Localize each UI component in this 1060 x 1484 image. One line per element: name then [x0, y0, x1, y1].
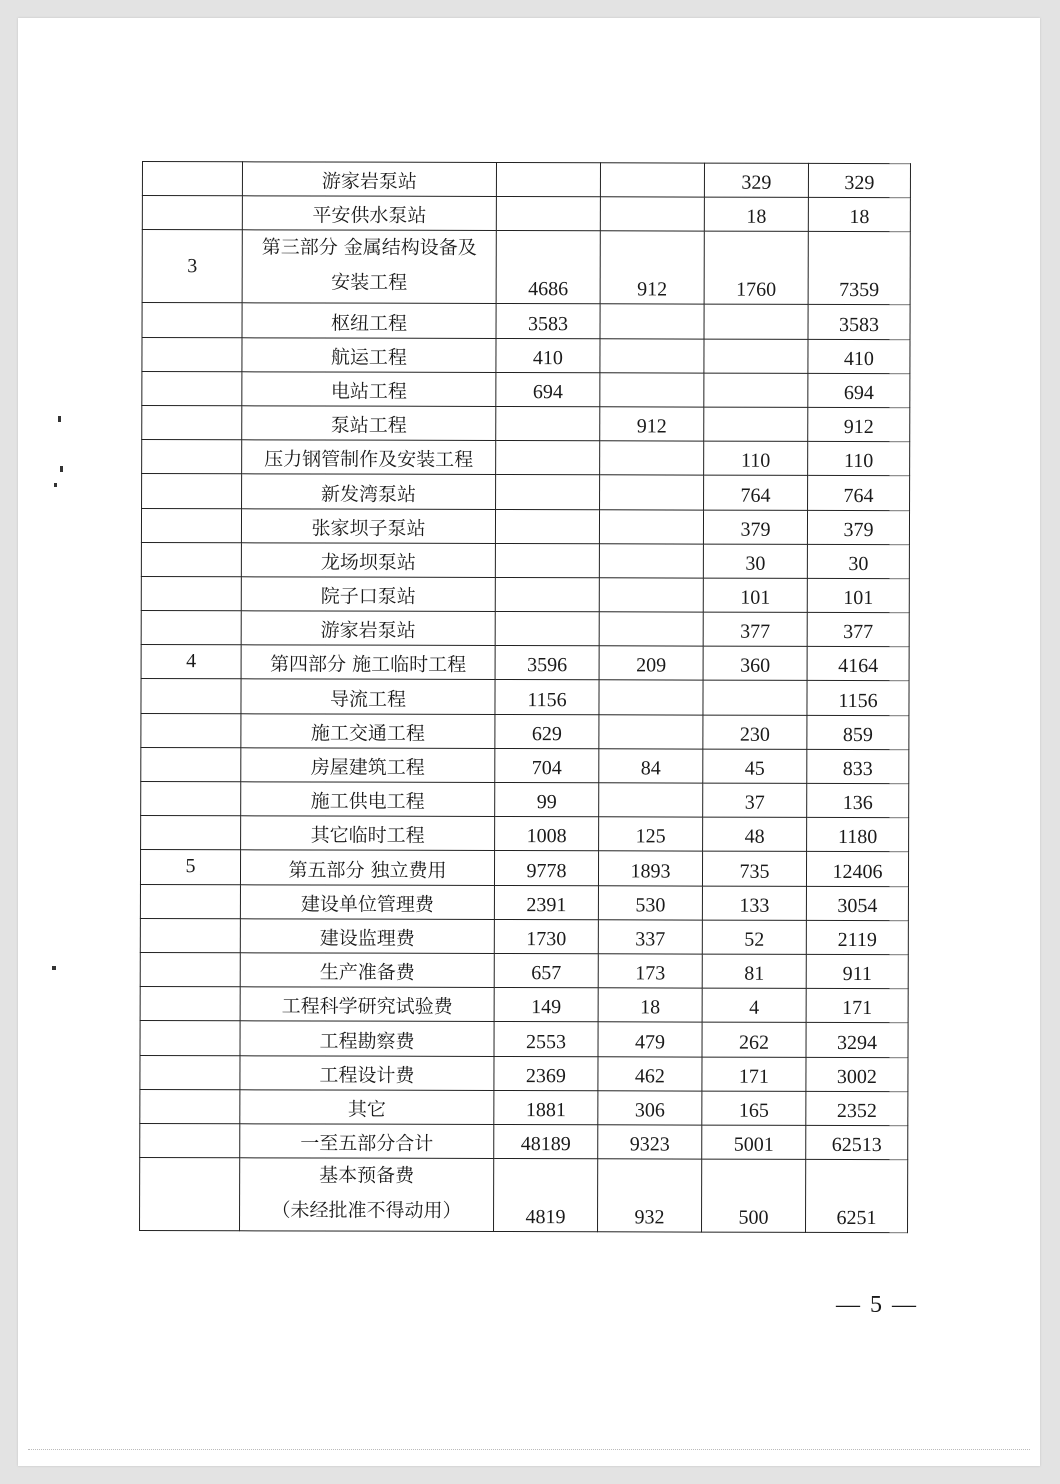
item-name-cell: 工程科学研究试验费 — [240, 987, 494, 1022]
amount-cell-c3: 230 — [703, 715, 807, 749]
amount-cell-c1: 410 — [496, 338, 600, 372]
amount-cell-c4: 4164 — [807, 647, 909, 681]
amount-cell-c4: 2119 — [806, 920, 908, 954]
row-index-cell — [142, 371, 242, 405]
row-index-cell — [142, 162, 242, 196]
item-name-line-2: （未经批准不得动用） — [271, 1199, 462, 1222]
amount-cell-c4: 3583 — [808, 305, 910, 339]
amount-cell-c3 — [704, 339, 808, 373]
amount-cell-c2: 209 — [599, 646, 703, 680]
table-row — [141, 816, 909, 852]
row-index-cell — [140, 1055, 240, 1089]
amount-cell-c3 — [703, 681, 807, 715]
table-row — [142, 371, 910, 407]
amount-cell-c2: 173 — [598, 954, 702, 988]
row-index-cell — [141, 781, 241, 815]
amount-cell-c1: 1008 — [495, 817, 599, 851]
amount-cell-c2: 306 — [598, 1090, 702, 1124]
item-name-cell: 电站工程 — [242, 372, 496, 407]
item-name-line-1: 第三部分 金属结构设备及 — [261, 236, 477, 260]
amount-cell-c4: 911 — [806, 954, 908, 988]
item-name-line-2: 安装工程 — [331, 271, 408, 295]
item-name-cell: 新发湾泵站 — [242, 474, 496, 509]
amount-cell-c1 — [496, 406, 600, 440]
row-index-cell — [141, 542, 241, 576]
amount-cell-c4: 18 — [808, 198, 910, 232]
amount-cell-c2: 9323 — [598, 1125, 702, 1159]
amount-cell-c3 — [704, 373, 808, 407]
row-index-cell: 5 — [140, 850, 240, 884]
table-row — [140, 952, 908, 988]
amount-cell-c1: 48189 — [494, 1124, 598, 1158]
row-index-cell — [142, 196, 242, 230]
amount-cell-c2 — [599, 543, 703, 577]
amount-cell-c4: 12406 — [806, 852, 908, 886]
amount-cell-c4: 694 — [808, 373, 910, 407]
amount-cell-c2 — [599, 680, 703, 714]
table-row — [141, 747, 909, 783]
item-name-cell: 施工供电工程 — [241, 782, 495, 817]
amount-cell-c1 — [495, 577, 599, 611]
row-index-cell: 3 — [142, 230, 242, 303]
amount-cell-c2 — [600, 304, 704, 338]
amount-cell-c2: 337 — [598, 920, 702, 954]
table-row — [141, 542, 909, 578]
amount-cell-c4: 171 — [806, 988, 908, 1022]
table-row — [142, 474, 910, 510]
row-index-cell — [141, 508, 241, 542]
table-row — [142, 162, 910, 198]
amount-cell-c2 — [599, 783, 703, 817]
amount-cell-c4: 101 — [807, 578, 909, 612]
amount-cell-c4: 6251 — [806, 1159, 908, 1232]
row-index-cell — [141, 713, 241, 747]
budget-table-body — [140, 162, 911, 1233]
item-name-cell: 第四部分 施工临时工程 — [241, 645, 495, 680]
item-name-cell: 航运工程 — [242, 337, 496, 372]
amount-cell-c4: 377 — [807, 612, 909, 646]
row-index-cell — [140, 1123, 240, 1157]
amount-cell-c3: 360 — [703, 646, 807, 680]
item-name-cell: 游家岩泵站 — [241, 611, 495, 646]
row-index-cell — [140, 884, 240, 918]
item-name-cell: 其它临时工程 — [241, 816, 495, 851]
amount-cell-c1: 1881 — [494, 1090, 598, 1124]
amount-cell-c4: 764 — [808, 476, 910, 510]
item-name-cell: 压力钢管制作及安装工程 — [242, 440, 496, 475]
item-name-line-1: 基本预备费 — [319, 1164, 415, 1187]
amount-cell-c1: 1156 — [495, 680, 599, 714]
amount-cell-c4: 912 — [808, 407, 910, 441]
amount-cell-c3: 1760 — [704, 231, 808, 304]
amount-cell-c1: 4819 — [494, 1159, 598, 1232]
table-row — [141, 645, 909, 681]
table-row — [142, 440, 910, 476]
amount-cell-c2: 84 — [599, 749, 703, 783]
row-index-cell — [142, 474, 242, 508]
amount-cell-c3: 110 — [704, 441, 808, 475]
amount-cell-c3: 18 — [704, 197, 808, 231]
amount-cell-c3: 45 — [703, 749, 807, 783]
amount-cell-c3: 764 — [704, 475, 808, 509]
item-name-cell: 张家坝子泵站 — [241, 508, 495, 543]
amount-cell-c3: 5001 — [702, 1125, 806, 1159]
table-row — [140, 1089, 908, 1125]
amount-cell-c1: 629 — [495, 714, 599, 748]
amount-cell-c4: 3294 — [806, 1023, 908, 1057]
amount-cell-c1: 1730 — [494, 919, 598, 953]
table-row — [140, 987, 908, 1023]
amount-cell-c4: 329 — [808, 163, 910, 197]
item-name-cell: 导流工程 — [241, 679, 495, 714]
item-name-cell: 泵站工程 — [242, 406, 496, 441]
table-row — [140, 1123, 908, 1159]
table-row — [140, 884, 908, 920]
row-index-cell — [142, 440, 242, 474]
row-index-cell — [141, 576, 241, 610]
amount-cell-c2: 912 — [600, 231, 704, 304]
amount-cell-c2: 479 — [598, 1022, 702, 1056]
row-index-cell — [140, 1021, 240, 1055]
scan-mark — [52, 966, 56, 970]
budget-table — [139, 161, 911, 1233]
row-index-cell — [140, 987, 240, 1021]
table-row — [142, 196, 910, 232]
amount-cell-c4: 62513 — [806, 1125, 908, 1159]
amount-cell-c1: 2369 — [494, 1056, 598, 1090]
row-index-cell — [142, 405, 242, 439]
amount-cell-c2: 18 — [598, 988, 702, 1022]
amount-cell-c4: 3054 — [806, 886, 908, 920]
scan-mark — [58, 416, 61, 422]
amount-cell-c3: 48 — [703, 817, 807, 851]
amount-cell-c1: 4686 — [496, 231, 600, 304]
amount-cell-c4: 7359 — [808, 232, 910, 305]
amount-cell-c3: 101 — [703, 578, 807, 612]
item-name-cell: 生产准备费 — [240, 953, 494, 988]
row-index-cell — [142, 303, 242, 337]
amount-cell-c3: 329 — [704, 163, 808, 197]
item-name-cell: 工程设计费 — [240, 1055, 494, 1090]
amount-cell-c1: 3583 — [496, 304, 600, 338]
amount-cell-c1 — [495, 509, 599, 543]
row-index-cell — [140, 952, 240, 986]
amount-cell-c2: 932 — [598, 1159, 702, 1232]
amount-cell-c1: 2553 — [494, 1022, 598, 1056]
amount-cell-c2 — [600, 338, 704, 372]
amount-cell-c4: 1180 — [807, 818, 909, 852]
document-page — [18, 18, 1040, 1466]
page-number: — 5 — — [836, 1292, 918, 1318]
amount-cell-c1: 149 — [494, 988, 598, 1022]
table-row — [141, 611, 909, 647]
amount-cell-c2 — [599, 509, 703, 543]
row-index-cell — [140, 918, 240, 952]
amount-cell-c4: 110 — [808, 441, 910, 475]
item-name-cell: 建设单位管理费 — [240, 884, 494, 919]
item-name-cell: 施工交通工程 — [241, 713, 495, 748]
amount-cell-c3: 165 — [702, 1091, 806, 1125]
item-name-cell: 房屋建筑工程 — [241, 748, 495, 783]
amount-cell-c2: 462 — [598, 1056, 702, 1090]
amount-cell-c4: 833 — [807, 749, 909, 783]
row-index-cell — [142, 337, 242, 371]
table-row — [142, 303, 910, 339]
table-row — [141, 679, 909, 715]
amount-cell-c4: 136 — [807, 783, 909, 817]
row-index-cell — [141, 816, 241, 850]
amount-cell-c3: 133 — [702, 886, 806, 920]
item-name-cell — [240, 1158, 494, 1232]
amount-cell-c1: 99 — [495, 782, 599, 816]
amount-cell-c2: 125 — [599, 817, 703, 851]
amount-cell-c2 — [600, 197, 704, 231]
amount-cell-c4: 379 — [807, 510, 909, 544]
item-name-cell: 平安供水泵站 — [242, 196, 496, 231]
amount-cell-c4: 1156 — [807, 681, 909, 715]
amount-cell-c2: 912 — [600, 407, 704, 441]
amount-cell-c3: 30 — [703, 544, 807, 578]
row-index-cell — [140, 1089, 240, 1123]
amount-cell-c1: 657 — [494, 953, 598, 987]
amount-cell-c2 — [600, 475, 704, 509]
table-row — [140, 918, 908, 954]
amount-cell-c3: 52 — [702, 920, 806, 954]
amount-cell-c2 — [599, 578, 703, 612]
amount-cell-c2 — [599, 714, 703, 748]
table-row — [140, 1055, 908, 1091]
table-row — [140, 1158, 908, 1233]
amount-cell-c3 — [704, 407, 808, 441]
amount-cell-c1 — [496, 475, 600, 509]
item-name-cell: 其它 — [240, 1089, 494, 1124]
amount-cell-c3: 4 — [702, 988, 806, 1022]
amount-cell-c2: 530 — [598, 885, 702, 919]
item-name-cell: 建设监理费 — [240, 919, 494, 954]
amount-cell-c3: 37 — [703, 783, 807, 817]
amount-cell-c3: 735 — [702, 851, 806, 885]
table-row — [141, 781, 909, 817]
item-name-cell: 院子口泵站 — [241, 577, 495, 612]
amount-cell-c3: 379 — [703, 510, 807, 544]
scan-edge-line — [28, 1449, 1030, 1450]
amount-cell-c1 — [496, 197, 600, 231]
row-index-cell — [141, 747, 241, 781]
item-name-cell: 龙场坝泵站 — [241, 542, 495, 577]
amount-cell-c3: 81 — [702, 954, 806, 988]
amount-cell-c2 — [600, 373, 704, 407]
amount-cell-c4: 859 — [807, 715, 909, 749]
amount-cell-c1 — [496, 162, 600, 196]
amount-cell-c4: 30 — [807, 544, 909, 578]
row-index-cell — [140, 1158, 240, 1231]
amount-cell-c1 — [496, 441, 600, 475]
amount-cell-c1 — [495, 612, 599, 646]
amount-cell-c3: 171 — [702, 1057, 806, 1091]
amount-cell-c2: 1893 — [598, 851, 702, 885]
item-name-cell: 一至五部分合计 — [240, 1124, 494, 1159]
amount-cell-c2 — [600, 441, 704, 475]
amount-cell-c1: 694 — [496, 372, 600, 406]
amount-cell-c2 — [599, 612, 703, 646]
amount-cell-c3: 500 — [702, 1159, 806, 1232]
table-row — [140, 1021, 908, 1057]
amount-cell-c2 — [600, 163, 704, 197]
amount-cell-c1: 2391 — [494, 885, 598, 919]
amount-cell-c1: 3596 — [495, 646, 599, 680]
item-name-cell: 第五部分 独立费用 — [240, 850, 494, 885]
amount-cell-c4: 2352 — [806, 1091, 908, 1125]
item-name-cell: 工程勘察费 — [240, 1021, 494, 1056]
table-row — [140, 850, 908, 886]
row-index-cell — [141, 611, 241, 645]
amount-cell-c3: 262 — [702, 1022, 806, 1056]
item-name-cell: 游家岩泵站 — [242, 162, 496, 197]
row-index-cell: 4 — [141, 645, 241, 679]
scan-mark — [54, 483, 57, 487]
table-row — [142, 405, 910, 441]
item-name-cell: 枢纽工程 — [242, 303, 496, 338]
amount-cell-c3: 377 — [703, 612, 807, 646]
item-name-cell — [242, 230, 496, 304]
amount-cell-c3 — [704, 304, 808, 338]
amount-cell-c1: 704 — [495, 748, 599, 782]
scan-mark — [60, 466, 63, 472]
table-row — [142, 230, 910, 305]
row-index-cell — [141, 679, 241, 713]
table-row — [141, 713, 909, 749]
table-row — [141, 508, 909, 544]
table-row — [141, 576, 909, 612]
amount-cell-c1: 9778 — [494, 851, 598, 885]
amount-cell-c4: 3002 — [806, 1057, 908, 1091]
table-row — [142, 337, 910, 373]
amount-cell-c1 — [495, 543, 599, 577]
amount-cell-c4: 410 — [808, 339, 910, 373]
